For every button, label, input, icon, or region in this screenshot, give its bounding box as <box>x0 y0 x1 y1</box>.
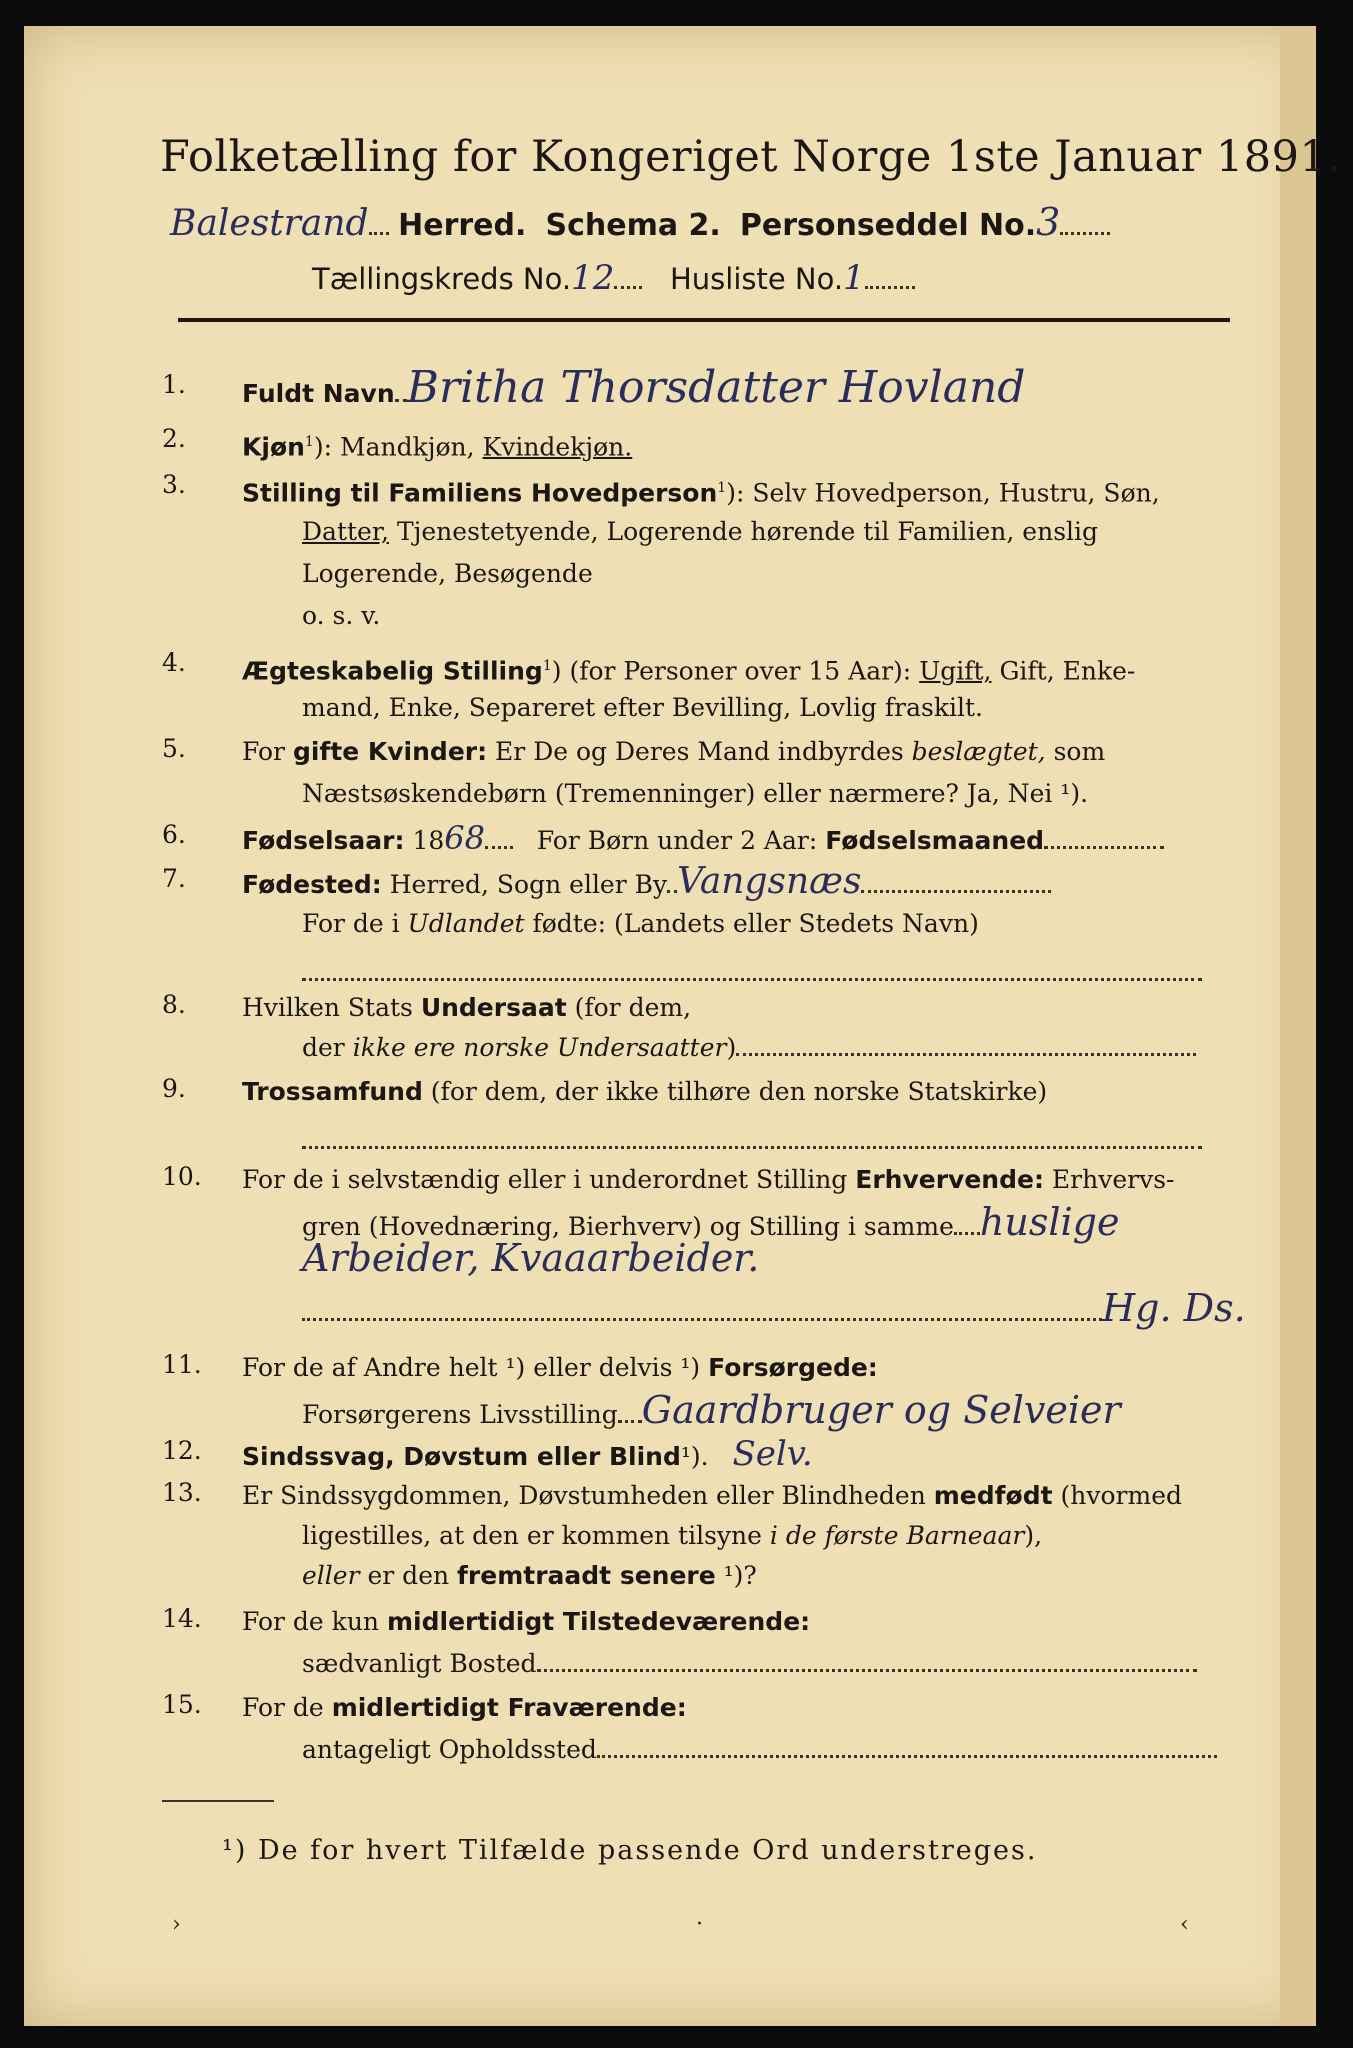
item-number: 5. <box>162 734 186 763</box>
q13-line3 <box>302 1558 757 1594</box>
q11-line2 <box>302 1388 1121 1433</box>
q14-bold: midlertidigt Tilstedeværende: <box>386 1607 811 1636</box>
item-3-row <box>242 470 1160 511</box>
q15-a: For de <box>242 1693 332 1722</box>
herred-label: Herred. <box>398 208 527 243</box>
item-2-row <box>242 424 632 465</box>
item-number: 3. <box>162 470 186 499</box>
q2-label: Kjøn <box>242 432 305 462</box>
item-5-row <box>242 734 1105 770</box>
q7-line2-c: fødte: (Landets eller Stedets Navn) <box>524 909 979 938</box>
item-number: 12. <box>162 1436 202 1465</box>
q4-text-end: Gift, Enke- <box>991 656 1136 686</box>
q14-line2-text: sædvanligt Bosted <box>302 1649 537 1678</box>
item-number: 9. <box>162 1074 186 1103</box>
q3-selected: Datter, <box>302 517 389 546</box>
q10-bold: Erhvervende: <box>855 1165 1044 1194</box>
q7-line2-italic: Udlandet <box>407 909 525 938</box>
item-4-row <box>242 648 1135 689</box>
q7-text: Herred, Sogn eller By <box>381 870 668 899</box>
herred-value: Balestrand <box>170 203 369 244</box>
q5-text-c: Er De og Deres Mand indbyrdes <box>487 737 912 766</box>
item-number: 10. <box>162 1162 202 1191</box>
item-number: 14. <box>162 1604 202 1633</box>
footnote: ¹) De for hvert Tilfælde passende Ord understreges. <box>222 1835 1038 1866</box>
item-8-row <box>242 990 691 1026</box>
q13-a: Er Sindssygdommen, Døvstumheden eller Blindheden <box>242 1481 934 1510</box>
item-number: 13. <box>162 1478 202 1507</box>
q10-line2-text: gren (Hovednæring, Bierhverv) og Stilling i samme <box>302 1212 954 1241</box>
ink-mark: ‹ <box>1180 1912 1189 1937</box>
q8-line2-italic: ikke ere norske Undersaatter <box>352 1033 727 1062</box>
q13-line3-italic: eller <box>302 1561 360 1590</box>
q5-italic: beslægtet, <box>911 737 1046 766</box>
q15-line2-text: antageligt Opholdssted <box>302 1735 597 1764</box>
q12-label: Sindssvag, Døvstum eller Blind <box>242 1442 681 1471</box>
husliste-label: Husliste No. <box>669 262 844 296</box>
q13-line2-italic: i de første Barneaar <box>769 1521 1025 1550</box>
q10-value3: Hg. Ds. <box>1102 1286 1246 1330</box>
q13-line3-bold: fremtraadt senere <box>457 1561 716 1590</box>
q5-text-e: som <box>1045 737 1106 766</box>
q8-bold: Undersaat <box>420 993 567 1022</box>
q10-value2: Arbeider, Kvaaarbeider. <box>302 1236 760 1280</box>
item-1-row <box>242 362 1026 413</box>
item-7-row <box>242 861 1051 903</box>
q9-text: (for dem, der ikke tilhøre den norske Statskirke) <box>422 1077 1048 1106</box>
q11-bold: Forsørgede: <box>708 1353 878 1382</box>
q7-line2-a: For de i <box>302 909 408 938</box>
q10-line3 <box>302 1236 760 1281</box>
q8-a: Hvilken Stats <box>242 993 421 1022</box>
q13-line2-a: ligestilles, at den er kommen tilsyne <box>302 1521 770 1550</box>
herred-line <box>170 200 1110 244</box>
census-form-sheet <box>24 26 1316 2026</box>
footnote-rule <box>162 1800 274 1802</box>
q9-blank-line <box>302 1134 1202 1153</box>
q2-footnote-mark: 1 <box>304 434 314 450</box>
husliste-value: 1 <box>843 258 865 298</box>
kreds-value: 12 <box>571 258 615 298</box>
item-number: 11. <box>162 1350 202 1379</box>
item-number: 2. <box>162 424 186 453</box>
q3-line4: o. s. v. <box>302 601 381 630</box>
q7-label: Fødested: <box>242 870 382 899</box>
item-number: 4. <box>162 648 186 677</box>
q3-line2-text: Tjenestetyende, Logerende hørende til Familien, enslig <box>389 517 1099 546</box>
item-6-row <box>242 820 1164 859</box>
q2-selected: Kvindekjøn. <box>482 432 633 462</box>
q8-line2-c: ) <box>726 1033 737 1062</box>
kreds-label: Tællingskreds No. <box>312 262 572 296</box>
q8-line2-a: der <box>302 1033 353 1062</box>
q12-text: ¹). <box>680 1442 709 1471</box>
q11-line2-text: Forsørgerens Livsstilling <box>302 1400 618 1429</box>
q15-bold: midlertidigt Fraværende: <box>331 1693 687 1722</box>
item-15-row <box>242 1690 687 1726</box>
q4-line2: mand, Enke, Separeret efter Bevilling, Lovlig fraskilt. <box>302 693 983 722</box>
item-11-row <box>242 1350 878 1386</box>
q10-line4 <box>302 1286 1246 1331</box>
q13-line2-c: ), <box>1024 1521 1043 1550</box>
q11-value: Gaardbruger og Selveier <box>641 1388 1121 1432</box>
q13-c: (hvormed <box>1052 1481 1182 1510</box>
page-edge-strip <box>1280 26 1316 2026</box>
q1-label: Fuldt Navn <box>242 379 395 408</box>
q10-value1: huslige <box>979 1200 1120 1244</box>
q14-line2 <box>302 1646 1197 1682</box>
item-number: 6. <box>162 820 186 849</box>
q13-bold: medfødt <box>933 1481 1053 1510</box>
q8-c: (for dem, <box>566 993 692 1022</box>
q11-a: For de af Andre helt ¹) eller delvis ¹) <box>242 1353 709 1382</box>
personseddel-label: Personseddel No. <box>739 208 1037 243</box>
item-14-row <box>242 1604 810 1640</box>
item-number: 7. <box>162 864 186 893</box>
item-number: 8. <box>162 990 186 1019</box>
q6-label: Fødselsaar: <box>242 826 405 855</box>
q4-footnote-mark: 1 <box>542 658 552 674</box>
q13-line3-b: er den <box>359 1561 458 1590</box>
q6-bold: Fødselsmaaned <box>825 826 1045 855</box>
personseddel-value: 3 <box>1036 200 1061 244</box>
item-10-row <box>242 1162 1174 1198</box>
q2-text: ): Mandkjøn, <box>313 432 483 462</box>
q15-line2 <box>302 1732 1217 1768</box>
q14-a: For de kun <box>242 1607 387 1636</box>
q7-value: Vangsnæs <box>677 861 862 902</box>
kreds-line <box>312 258 915 298</box>
q4-text: ) (for Personer over 15 Aar): <box>551 656 920 686</box>
schema-label: Schema 2. <box>545 208 721 243</box>
ink-mark: · <box>696 1912 703 1937</box>
q3-line1: ): Selv Hovedperson, Hustru, Søn, <box>726 478 1160 508</box>
q10-c: Erhvervs- <box>1043 1165 1175 1194</box>
q7-blank-line <box>302 966 1202 985</box>
q8-line2 <box>302 1030 1196 1066</box>
q13-line3-d: ¹)? <box>715 1561 757 1590</box>
q10-a: For de i selvstændig eller i underordnet Stilling <box>242 1165 856 1194</box>
item-13-row <box>242 1478 1182 1514</box>
q6-prefix: 18 <box>404 826 445 855</box>
ink-mark: › <box>172 1912 181 1937</box>
q13-line2 <box>302 1518 1042 1554</box>
q6-value: 68 <box>444 819 485 857</box>
q4-label: Ægteskabelig Stilling <box>242 656 543 686</box>
q5-text-a: For <box>242 737 293 766</box>
q6-text: For Børn under 2 Aar: <box>536 826 826 855</box>
q3-line2 <box>302 514 1098 550</box>
item-12-row <box>242 1436 813 1475</box>
item-9-row <box>242 1074 1047 1110</box>
header-rule <box>178 318 1230 322</box>
q1-value: Britha Thorsdatter Hovland <box>406 362 1026 413</box>
q3-label: Stilling til Familiens Hovedperson <box>242 478 718 508</box>
q3-footnote-mark: 1 <box>717 480 727 496</box>
q9-label: Trossamfund <box>242 1077 423 1106</box>
item-number: 15. <box>162 1690 202 1719</box>
q3-line3: Logerende, Besøgende <box>302 559 593 588</box>
item-number: 1. <box>162 370 186 399</box>
q7-line2 <box>302 906 979 942</box>
q4-selected: Ugift, <box>919 656 992 686</box>
q5-bold: gifte Kvinder: <box>292 737 488 766</box>
form-title: Folketælling for Kongeriget Norge 1ste Januar 1891. <box>160 132 1342 182</box>
q12-value: Selv. <box>732 1434 813 1474</box>
q5-line2: Næstsøskendebørn (Tremenninger) eller nærmere? Ja, Nei ¹). <box>302 779 1089 808</box>
